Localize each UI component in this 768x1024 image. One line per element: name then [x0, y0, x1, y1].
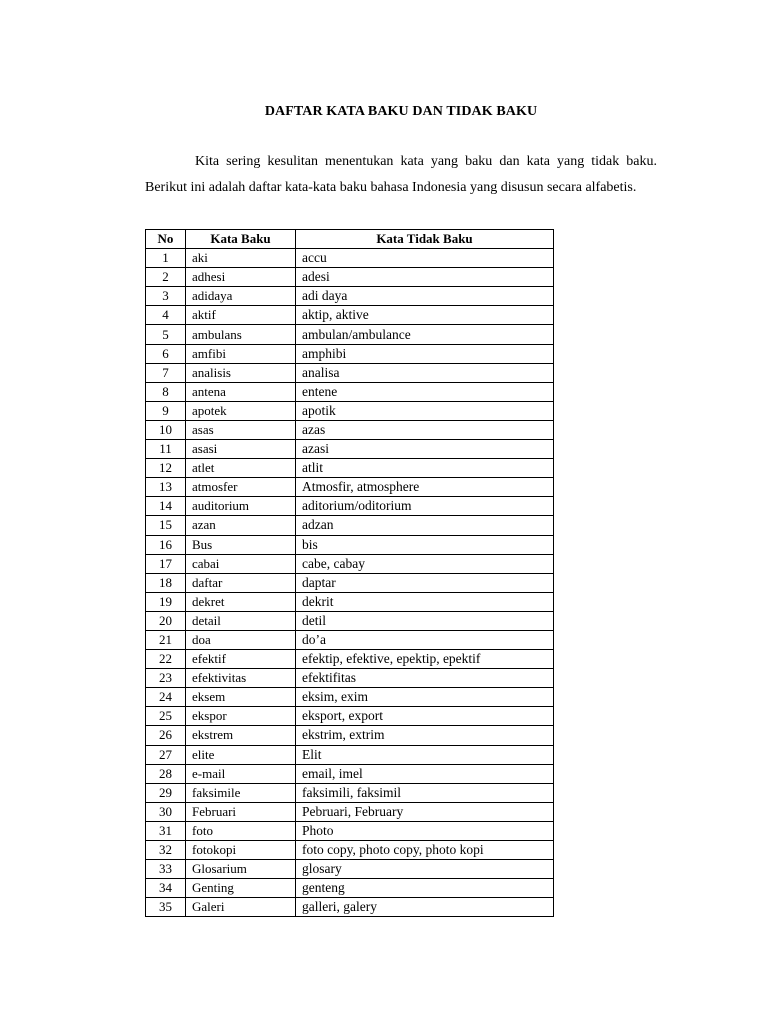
- nonstandard-word: apotik: [296, 401, 554, 420]
- row-number: 12: [146, 459, 186, 478]
- standard-word: cabai: [186, 554, 296, 573]
- standard-word: elite: [186, 745, 296, 764]
- standard-word: efektif: [186, 650, 296, 669]
- table-row: [146, 459, 554, 478]
- table-row: [146, 535, 554, 554]
- row-number: 7: [146, 363, 186, 382]
- nonstandard-word: Photo: [296, 821, 554, 840]
- nonstandard-word: adzan: [296, 516, 554, 535]
- nonstandard-word: galleri, galery: [296, 898, 554, 917]
- standard-word: dekret: [186, 592, 296, 611]
- table-body: [146, 249, 554, 917]
- row-number: 8: [146, 382, 186, 401]
- row-number: 16: [146, 535, 186, 554]
- standard-word: antena: [186, 382, 296, 401]
- standard-word: aktif: [186, 306, 296, 325]
- nonstandard-word: aditorium/oditorium: [296, 497, 554, 516]
- table-row: [146, 802, 554, 821]
- table-row: [146, 382, 554, 401]
- row-number: 35: [146, 898, 186, 917]
- standard-word: asasi: [186, 440, 296, 459]
- nonstandard-word: eksim, exim: [296, 688, 554, 707]
- nonstandard-word: glosary: [296, 860, 554, 879]
- table-row: [146, 573, 554, 592]
- nonstandard-word: dekrit: [296, 592, 554, 611]
- table-row: [146, 554, 554, 573]
- row-number: 10: [146, 420, 186, 439]
- table-row: [146, 630, 554, 649]
- standard-word: azan: [186, 516, 296, 535]
- row-number: 9: [146, 401, 186, 420]
- nonstandard-word: efektifitas: [296, 669, 554, 688]
- document-title: DAFTAR KATA BAKU DAN TIDAK BAKU: [264, 104, 538, 119]
- standard-word: daftar: [186, 573, 296, 592]
- table-row: [146, 745, 554, 764]
- standard-word: aki: [186, 249, 296, 268]
- header-standard-word: Kata Baku: [186, 230, 296, 249]
- table-row: [146, 726, 554, 745]
- nonstandard-word: ambulan/ambulance: [296, 325, 554, 344]
- row-number: 1: [146, 249, 186, 268]
- nonstandard-word: ekstrim, extrim: [296, 726, 554, 745]
- row-number: 19: [146, 592, 186, 611]
- nonstandard-word: azasi: [296, 440, 554, 459]
- table-row: [146, 497, 554, 516]
- table-row: [146, 783, 554, 802]
- standard-word: doa: [186, 630, 296, 649]
- word-table: [145, 229, 554, 917]
- table-row: [146, 707, 554, 726]
- table-header-row: [146, 230, 554, 249]
- nonstandard-word: cabe, cabay: [296, 554, 554, 573]
- table-row: [146, 669, 554, 688]
- row-number: 25: [146, 707, 186, 726]
- standard-word: Glosarium: [186, 860, 296, 879]
- nonstandard-word: azas: [296, 420, 554, 439]
- table-row: [146, 516, 554, 535]
- row-number: 28: [146, 764, 186, 783]
- nonstandard-word: email, imel: [296, 764, 554, 783]
- standard-word: efektivitas: [186, 669, 296, 688]
- standard-word: analisis: [186, 363, 296, 382]
- standard-word: detail: [186, 611, 296, 630]
- table-row: [146, 688, 554, 707]
- table-row: [146, 478, 554, 497]
- table-row: [146, 420, 554, 439]
- row-number: 11: [146, 440, 186, 459]
- table-row: [146, 268, 554, 287]
- nonstandard-word: entene: [296, 382, 554, 401]
- row-number: 22: [146, 650, 186, 669]
- row-number: 33: [146, 860, 186, 879]
- standard-word: e-mail: [186, 764, 296, 783]
- row-number: 30: [146, 802, 186, 821]
- row-number: 27: [146, 745, 186, 764]
- table-row: [146, 860, 554, 879]
- standard-word: asas: [186, 420, 296, 439]
- intro-paragraph: Kita sering kesulitan menentukan kata yang baku dan kata yang tidak baku. Berikut ini adalah daftar kata-kata baku bahasa Indonesia yang disusun secara alfabetis.: [145, 154, 657, 195]
- standard-word: adhesi: [186, 268, 296, 287]
- nonstandard-word: Pebruari, February: [296, 802, 554, 821]
- table-row: [146, 879, 554, 898]
- table-row: [146, 306, 554, 325]
- table-row: [146, 821, 554, 840]
- table-row: [146, 363, 554, 382]
- nonstandard-word: faksimili, faksimil: [296, 783, 554, 802]
- nonstandard-word: Atmosfir, atmosphere: [296, 478, 554, 497]
- row-number: 26: [146, 726, 186, 745]
- nonstandard-word: Elit: [296, 745, 554, 764]
- standard-word: Februari: [186, 802, 296, 821]
- table-row: [146, 650, 554, 669]
- row-number: 20: [146, 611, 186, 630]
- table-row: [146, 401, 554, 420]
- row-number: 23: [146, 669, 186, 688]
- row-number: 29: [146, 783, 186, 802]
- nonstandard-word: bis: [296, 535, 554, 554]
- nonstandard-word: detil: [296, 611, 554, 630]
- standard-word: amfibi: [186, 344, 296, 363]
- standard-word: Genting: [186, 879, 296, 898]
- nonstandard-word: atlit: [296, 459, 554, 478]
- nonstandard-word: do’a: [296, 630, 554, 649]
- standard-word: adidaya: [186, 287, 296, 306]
- row-number: 4: [146, 306, 186, 325]
- table-row: [146, 325, 554, 344]
- row-number: 2: [146, 268, 186, 287]
- nonstandard-word: daptar: [296, 573, 554, 592]
- row-number: 15: [146, 516, 186, 535]
- row-number: 31: [146, 821, 186, 840]
- standard-word: ekstrem: [186, 726, 296, 745]
- row-number: 24: [146, 688, 186, 707]
- table-row: [146, 440, 554, 459]
- nonstandard-word: analisa: [296, 363, 554, 382]
- table-row: [146, 764, 554, 783]
- standard-word: foto: [186, 821, 296, 840]
- standard-word: Galeri: [186, 898, 296, 917]
- nonstandard-word: adi daya: [296, 287, 554, 306]
- row-number: 5: [146, 325, 186, 344]
- table-row: [146, 287, 554, 306]
- nonstandard-word: adesi: [296, 268, 554, 287]
- nonstandard-word: efektip, efektive, epektip, epektif: [296, 650, 554, 669]
- standard-word: Bus: [186, 535, 296, 554]
- row-number: 13: [146, 478, 186, 497]
- row-number: 32: [146, 841, 186, 860]
- header-nonstandard-word: Kata Tidak Baku: [296, 230, 554, 249]
- nonstandard-word: amphibi: [296, 344, 554, 363]
- nonstandard-word: genteng: [296, 879, 554, 898]
- row-number: 6: [146, 344, 186, 363]
- header-no: No: [146, 230, 186, 249]
- standard-word: ambulans: [186, 325, 296, 344]
- nonstandard-word: foto copy, photo copy, photo kopi: [296, 841, 554, 860]
- row-number: 14: [146, 497, 186, 516]
- table-row: [146, 344, 554, 363]
- standard-word: atmosfer: [186, 478, 296, 497]
- row-number: 34: [146, 879, 186, 898]
- table-row: [146, 611, 554, 630]
- row-number: 18: [146, 573, 186, 592]
- standard-word: atlet: [186, 459, 296, 478]
- standard-word: faksimile: [186, 783, 296, 802]
- standard-word: apotek: [186, 401, 296, 420]
- row-number: 17: [146, 554, 186, 573]
- row-number: 21: [146, 630, 186, 649]
- table-row: [146, 249, 554, 268]
- nonstandard-word: accu: [296, 249, 554, 268]
- standard-word: eksem: [186, 688, 296, 707]
- row-number: 3: [146, 287, 186, 306]
- table-row: [146, 592, 554, 611]
- nonstandard-word: eksport, export: [296, 707, 554, 726]
- nonstandard-word: aktip, aktive: [296, 306, 554, 325]
- standard-word: ekspor: [186, 707, 296, 726]
- standard-word: fotokopi: [186, 841, 296, 860]
- table-row: [146, 841, 554, 860]
- standard-word: auditorium: [186, 497, 296, 516]
- table-row: [146, 898, 554, 917]
